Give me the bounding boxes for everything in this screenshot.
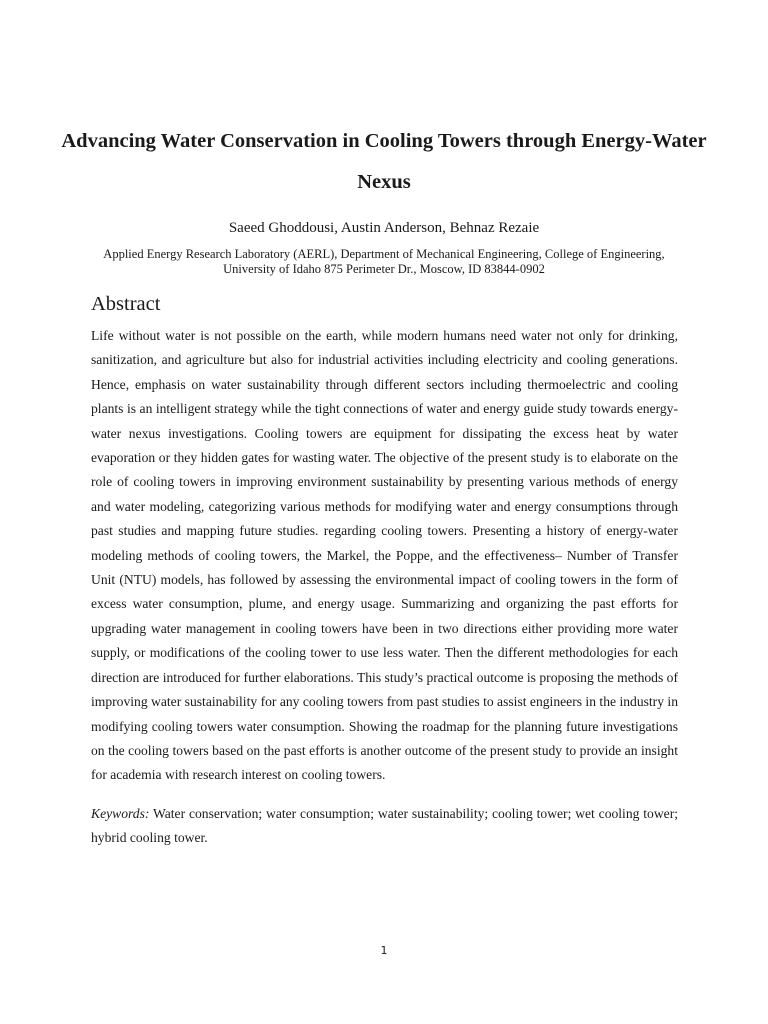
keywords-paragraph <box>91 802 678 851</box>
keywords-label: Keywords: <box>91 806 150 821</box>
abstract-heading: Abstract <box>91 293 161 315</box>
affiliation-line-1: Applied Energy Research Laboratory (AERL), Department of Mechanical Engineering, College of Engineering, <box>103 247 665 261</box>
keywords-text: Water conservation; water consumption; water sustainability; cooling tower; wet cooling tower; hybrid cooling tower. <box>91 806 678 846</box>
author-list: Saeed Ghoddousi, Austin Anderson, Behnaz Rezaie <box>228 220 540 236</box>
page-number: 1 <box>380 944 388 957</box>
affiliation-line-2: University of Idaho 875 Perimeter Dr., Moscow, ID 83844-0902 <box>223 262 545 276</box>
abstract-body: Life without water is not possible on the earth, while modern humans need water not only for drinking, sanitization, and agriculture but also for industrial activities including electricity and cooling generations. Hence, emphasis on water sustainability through different sectors including thermoelectric and cooling plants is an intelligent strategy while the tight connections of water and energy guide study towards energy-water nexus investigations. Cooling towers are equipment for dissipating the excess heat by water evaporation or they hidden gates for wasting water. The objective of the present study is to elaborate on the role of cooling towers in improving environment sustainability by presenting various methods of energy and water modeling, categorizing various methods for modifying water and energy consumptions through past studies and mapping future studies. regarding cooling towers. Presenting a history of energy-water modeling methods of cooling towers, the Markel, the Poppe, and the effectiveness– Number of Transfer Unit (NTU) models, has followed by assessing the environmental impact of cooling towers in the form of excess water consumption, plume, and energy usage. Summarizing and organizing the past efforts for upgrading water management in cooling towers have been in two directions either providing more water supply, or modifications of the cooling tower to use less water. Then the different methodologies for each direction are introduced for further elaborations. This study’s practical outcome is proposing the methods of improving water sustainability for any cooling towers from past studies to assist engineers in the industry in modifying cooling towers water consumption. Showing the roadmap for the planning future investigations on the cooling towers based on the past efforts is another outcome of the present study to provide an insight for academia with research interest on cooling towers. <box>91 328 678 783</box>
paper-title: Advancing Water Conservation in Cooling Towers through Energy-Water Nexus <box>61 130 707 193</box>
affiliation <box>60 247 708 277</box>
